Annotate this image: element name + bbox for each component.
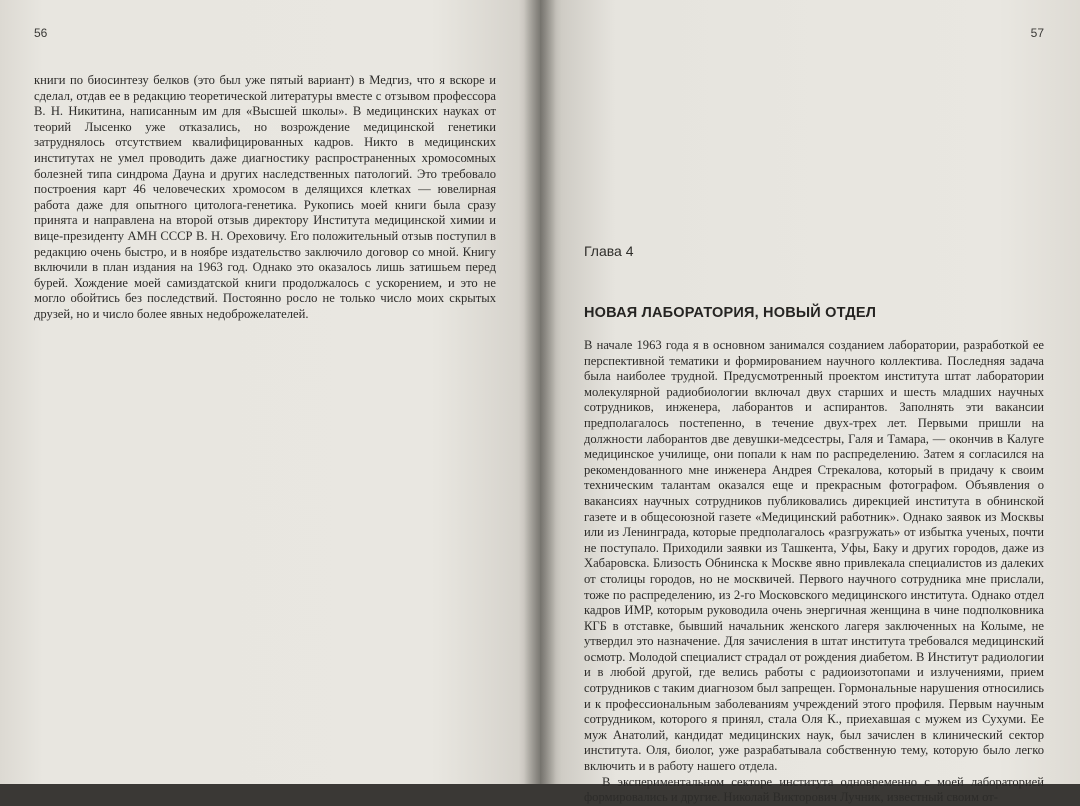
right-page-text xyxy=(584,338,1044,806)
chapter-title: НОВАЯ ЛАБОРАТОРИЯ, НОВЫЙ ОТДЕЛ xyxy=(584,305,877,321)
left-page xyxy=(0,0,540,784)
paragraph: В экспериментальном секторе института одновременно с моей лабораторией формировались и другие. Николай Викторович Лучник, известный своим от- xyxy=(584,774,1044,805)
right-page xyxy=(540,0,1080,805)
chapter-label: Глава 4 xyxy=(584,243,634,259)
book-gutter xyxy=(524,0,556,784)
paragraph: книги по биосинтезу белков (это был уже пятый вариант) в Медгиз, что я вскоре и сделал, отдав ее в редакцию теоретической литературы вместе с отзывом профессора В. Н. Никитина, написанным им для «Высшей школы». В медицинских науках от теорий Лысенко уже отказались, но возрождение медицинской генетики затруднялось отсутствием квалифицированных кадров. Никто в медицинских институтах не умел проводить даже диагностику распространенных хромосомных болезней типа синдрома Дауна и других наследственных патологий. Это требовало построения карт 46 человеческих хромосом в делящихся клетках — ювелирная работа даже для опытного цитолога-генетика. Рукопись моей книги была сразу принята и направлена на второй отзыв директору Института медицинской химии и вице-президенту АМН СССР В. Н. Ореховичу. Его положительный отзыв поступил в редакцию очень быстро, и в ноябре издательство заключило договор со мной. Книгу включили в план издания на 1963 год. Однако это оказалось лишь затишьем перед бурей. Хождение моей самиздатской книги продолжалось с ускорением, и это не могло обойтись без последствий. Постоянно росло не только число моих скрытых друзей, но и число более явных недоброжелателей. xyxy=(34,73,496,321)
paragraph: В начале 1963 года я в основном занимался созданием лаборатории, разработкой ее перспективной тематики и формированием научного коллектива. Последняя задача была наиболее трудной. Предусмотренный проектом института штат лаборатории молекулярной радиобиологии включал двух старших и шесть младших научных сотрудников, инженера, лаборантов и аспирантов. Заполнять эти вакансии предполагалось постепенно, в течение двух-трех лет. Первыми пришли на должности лаборантов две девушки-медсестры, Галя и Тамара, — окончив в Калуге медицинское училище, они попали к нам по распределению. Затем я согласился на рекомендованного мне инженера Андрея Стрекалова, который в придачу к своим техническим талантам оказался еще и прекрасным фотографом. Объявления о вакансиях научных сотрудников публиковались дирекцией института в обнинской газете и в общесоюзной газете «Медицинский работник». Однако заявок из Москвы или из Ленинграда, которые предполагалось «разгружать» от избытка ученых, почти не поступало. Приходили заявки из Ташкента, Уфы, Баку и других городов, даже из Хабаровска. Близость Обнинска к Москве явно привлекала специалистов из далеких от столицы городов, но не москвичей. Первого научного сотрудника мне прислали, тоже по распределению, из 2-го Московского медицинского института. Однако отдел кадров ИМР, которым руководила очень энергичная женщина в чине подполковника КГБ в отставке, бывший начальник женского лагеря заключенных на Колыме, не утвердил это назначение. Для зачисления в штат института требовался медицинский осмотр. Молодой специалист страдал от рождения диабетом. В Институт радиологии и в любой другой, где велись работы с радиоизотопами и излучениями, прием сотрудников с таким диагнозом был запрещен. Гормональные нарушения относились и к профессиональным заболеваниям учреждений этого профиля. Первым научным сотрудником, которого я принял, стала Оля К., приехавшая с мужем из Сухуми. Ее муж Анатолий, кандидат медицинских наук, был зачислен в клинический сектор института. Оля, биолог, уже разрабатывала собственную тему, которую было легко включить и в работу нашего отдела. xyxy=(584,338,1044,774)
page-number-left: 56 xyxy=(34,26,48,40)
page-number-right: 57 xyxy=(1030,26,1044,40)
left-page-text xyxy=(34,73,496,323)
